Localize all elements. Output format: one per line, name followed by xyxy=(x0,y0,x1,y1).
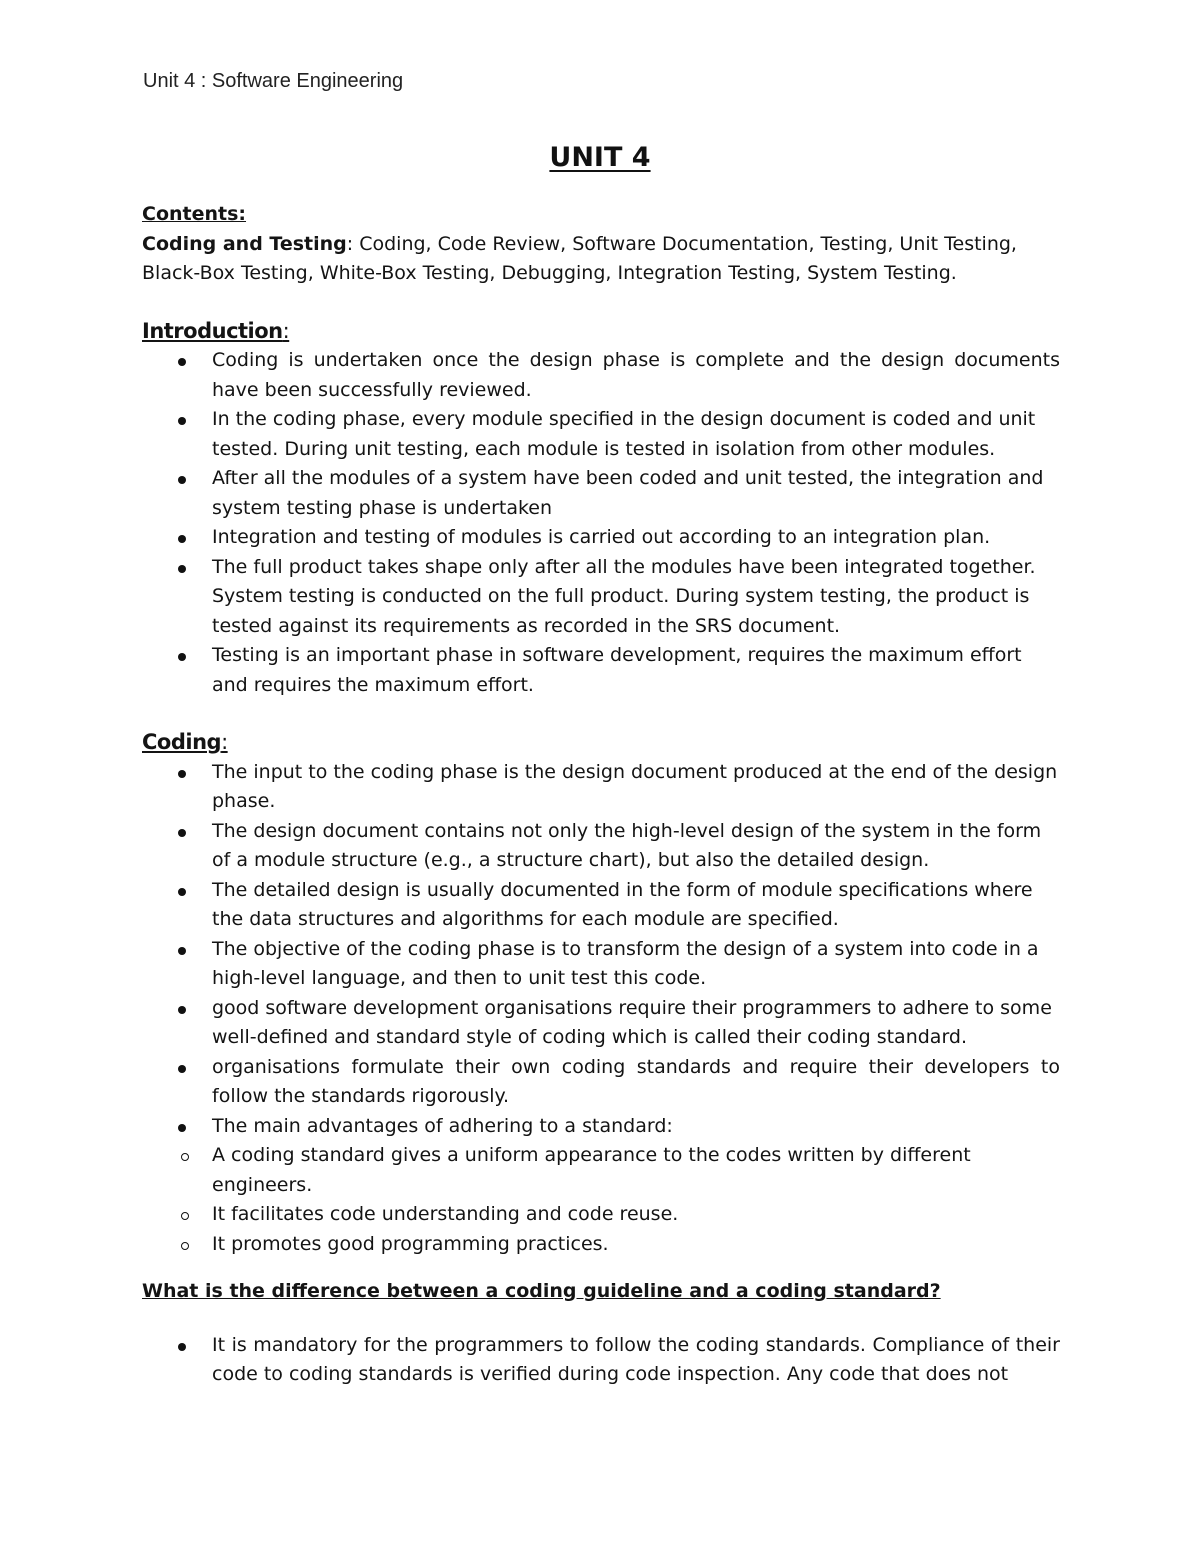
coding-heading: Coding: xyxy=(142,730,228,754)
contents-line: Coding and Testing: Coding, Code Review, Software Documentation, Testing, Unit Testing, Black-Box Testing, White-Box Testing, Debugging, Integration Testing, System Testing. xyxy=(142,232,1017,284)
unit-title: UNIT 4 xyxy=(549,142,651,173)
question-heading: What is the difference between a coding guideline and a coding standard? xyxy=(142,1280,941,1302)
list-item-advantages: The main advantages of adhering to a standard: A coding standard gives a uniform appearance to the codes written by different engineers. It facilitates code understanding and code reuse. It promotes good programming practices. xyxy=(142,1112,1060,1260)
question-list xyxy=(142,1331,1060,1390)
contents-items: Coding, Code Review, Software Documentation, Testing, Unit Testing, Black-Box Testing, White-Box Testing, Debugging, Integration Testing, System Testing. xyxy=(142,232,1017,284)
document-body xyxy=(142,200,1060,1390)
sub-list-item: It facilitates code understanding and code reuse. xyxy=(142,1200,1060,1230)
list-item: In the coding phase, every module specified in the design document is coded and unit tested. During unit testing, each module is tested in isolation from other modules. xyxy=(142,405,1060,464)
advantages-sublist xyxy=(142,1141,1060,1259)
list-item: Integration and testing of modules is carried out according to an integration plan. xyxy=(142,523,1060,553)
contents-topic: Coding and Testing xyxy=(142,232,347,255)
list-item: good software development organisations require their programmers to adhere to some well-defined and standard style of coding which is called their coding standard. xyxy=(142,994,1060,1053)
introduction-heading: Introduction: xyxy=(142,318,290,343)
sub-list-item: A coding standard gives a uniform appearance to the codes written by different engineers. xyxy=(142,1141,1060,1200)
list-item: It is mandatory for the programmers to follow the coding standards. Compliance of their code to coding standards is verified during code inspection. Any code that does not xyxy=(142,1331,1060,1390)
list-item: The full product takes shape only after all the modules have been integrated together. System testing is conducted on the full product. During system testing, the product is tested against its requirements as recorded in the SRS document. xyxy=(142,553,1060,642)
list-item: The detailed design is usually documented in the form of module specifications where the data structures and algorithms for each module are specified. xyxy=(142,876,1060,935)
list-item: The objective of the coding phase is to transform the design of a system into code in a high-level language, and then to unit test this code. xyxy=(142,935,1060,994)
sub-list-item: It promotes good programming practices. xyxy=(142,1230,1060,1260)
list-item: Testing is an important phase in software development, requires the maximum effort and requires the maximum effort. xyxy=(142,641,1060,700)
list-item: The design document contains not only the high-level design of the system in the form of a module structure (e.g., a structure chart), but also the detailed design. xyxy=(142,817,1060,876)
list-item: organisations formulate their own coding standards and require their developers to follow the standards rigorously. xyxy=(142,1053,1060,1112)
list-item: The input to the coding phase is the design document produced at the end of the design phase. xyxy=(142,758,1060,817)
list-item: Coding is undertaken once the design phase is complete and the design documents have been successfully reviewed. xyxy=(142,346,1060,405)
introduction-list xyxy=(142,346,1060,700)
running-header: Unit 4 : Software Engineering xyxy=(143,70,404,92)
coding-list xyxy=(142,758,1060,1260)
list-item: After all the modules of a system have been coded and unit tested, the integration and system testing phase is undertaken xyxy=(142,464,1060,523)
contents-label: Contents: xyxy=(142,203,247,225)
